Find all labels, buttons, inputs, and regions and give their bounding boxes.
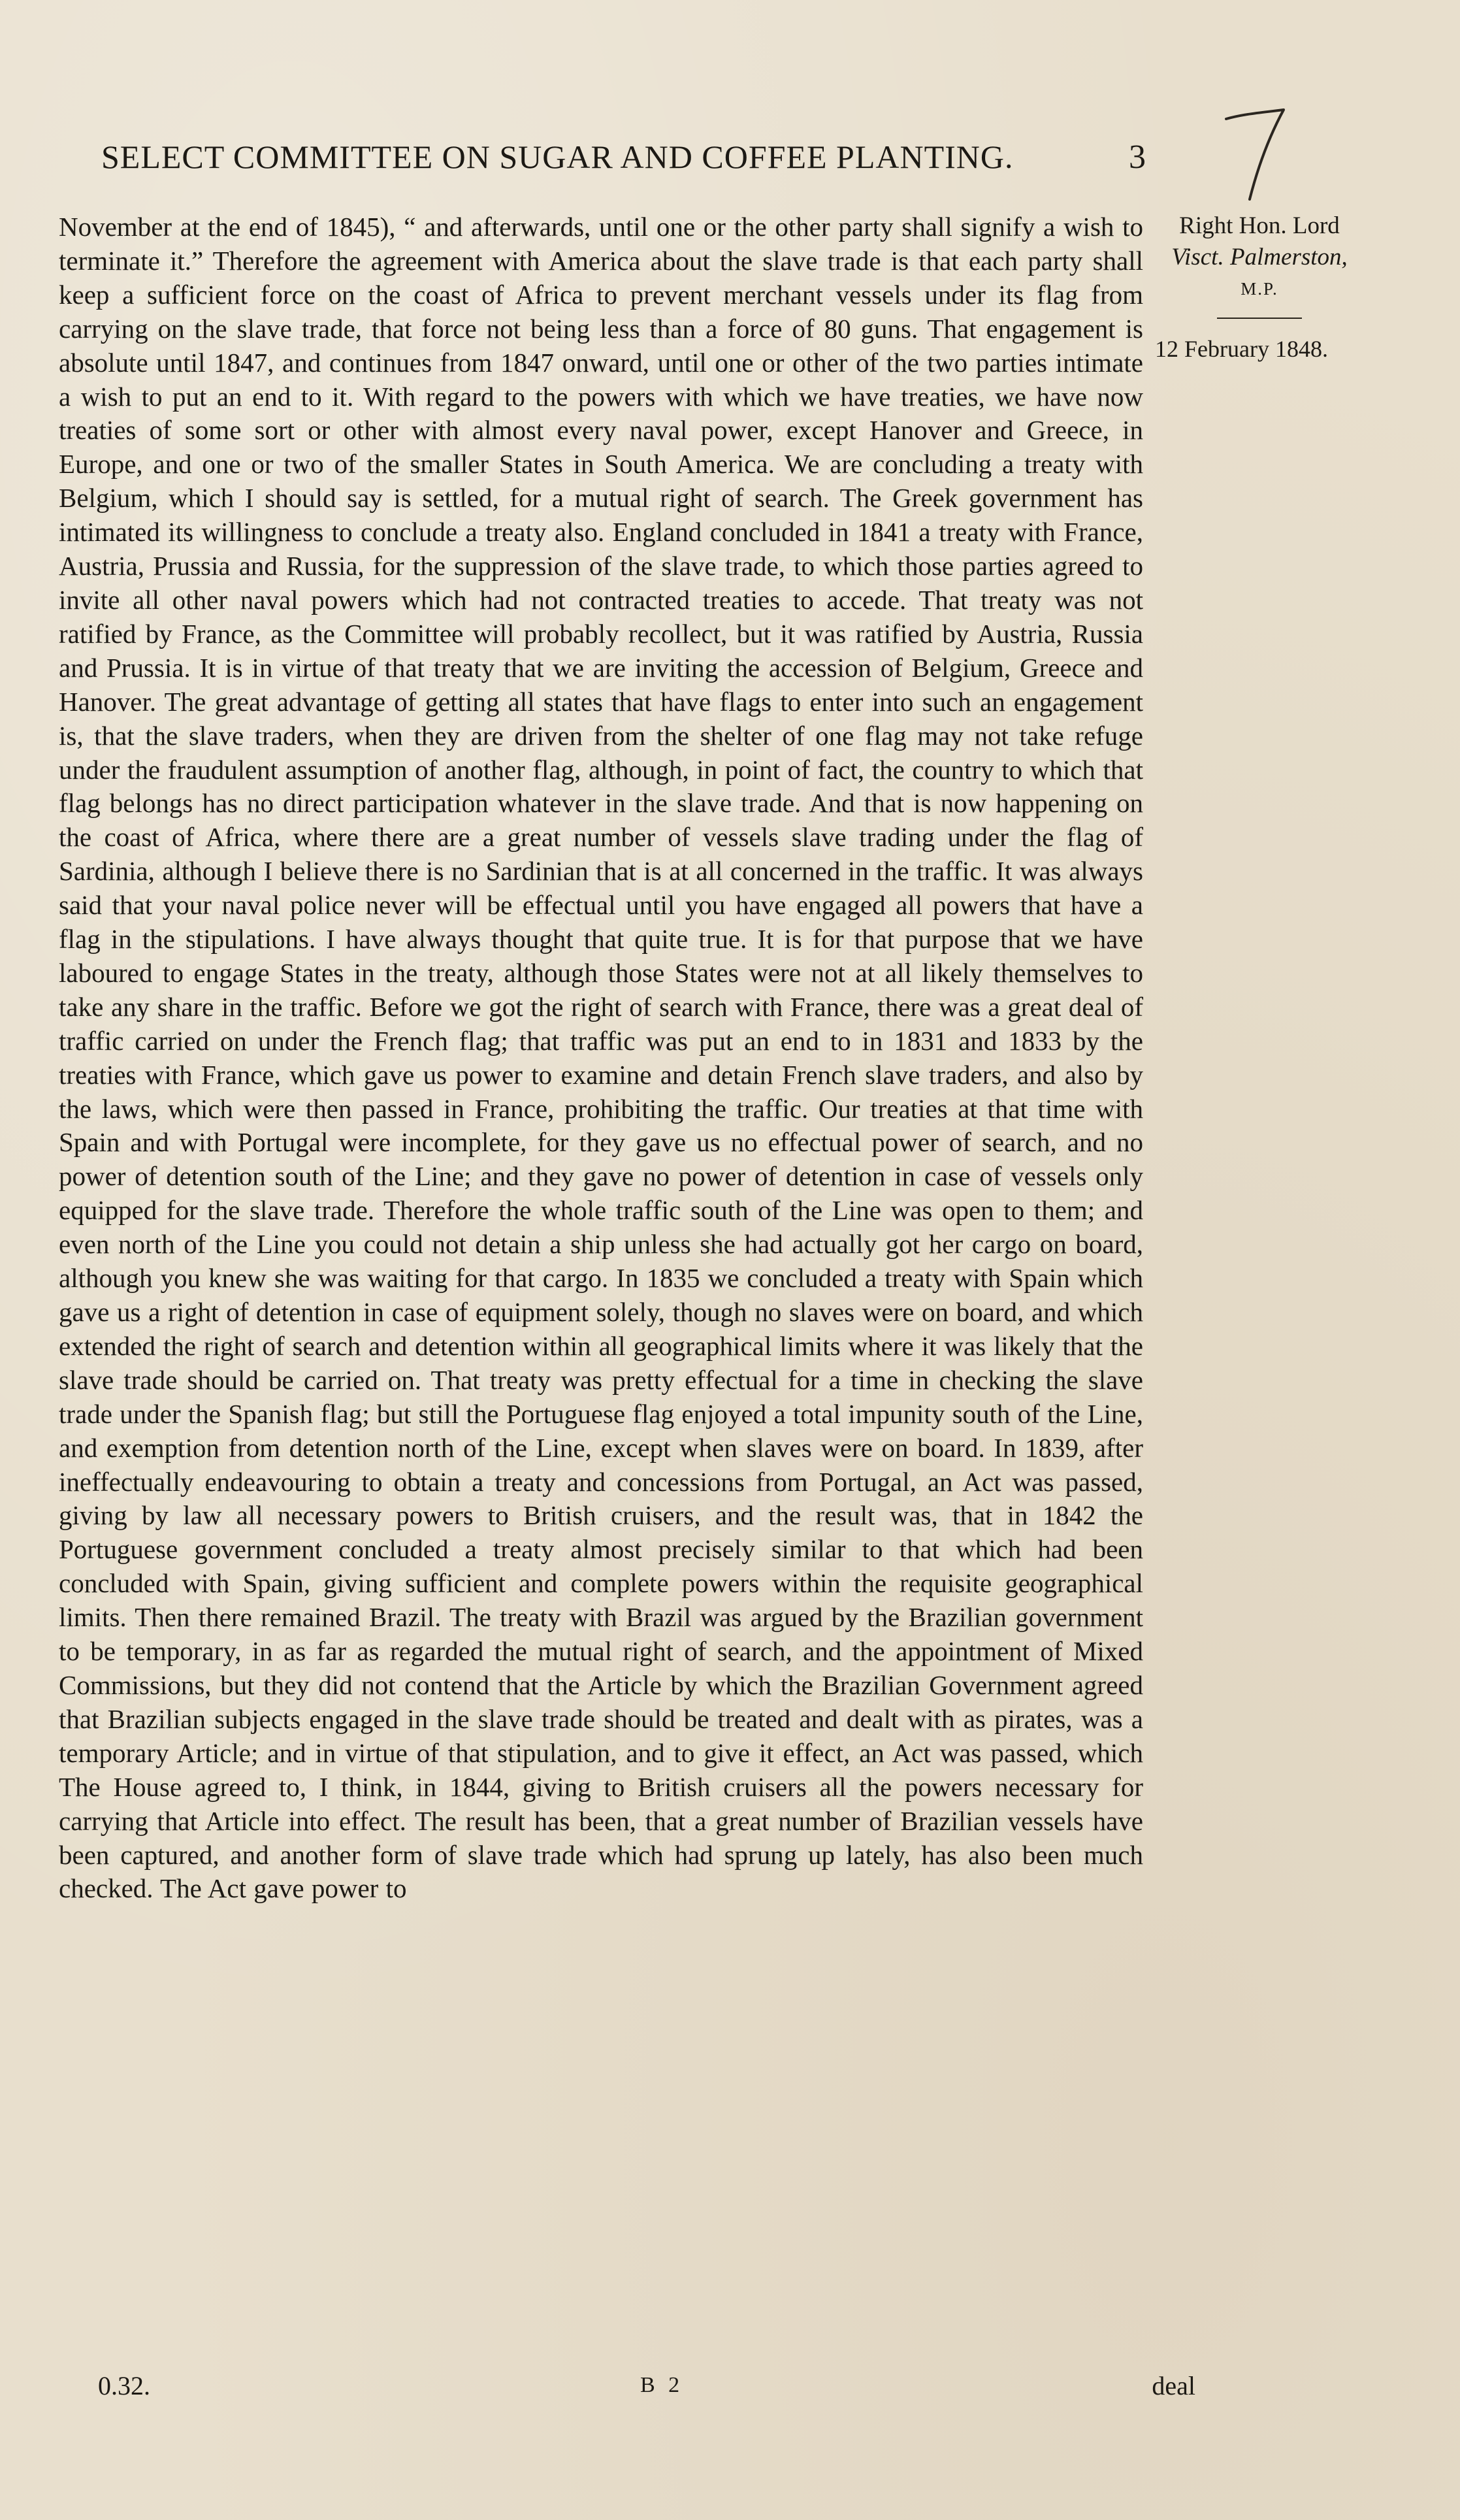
page-number: 3 bbox=[1129, 138, 1146, 176]
speaker-sidenote bbox=[1155, 210, 1364, 365]
body-paragraph: November at the end of 1845), “ and afterwards, until one or the other party shall signify a wish to terminate it.” Therefore the agreement with America about the slave trade is that each party shall keep a sufficient force on the coast of Africa to prevent merchant vessels under its flag from carrying on the slave trade, that force not being less than a force of 80 guns. That engagement is absolute until 1847, and continues from 1847 onward, until one or other of the two parties intimate a wish to put an end to it. With regard to the powers with which we have treaties, we have now treaties of some sort or other with almost every naval power, except Hanover and Greece, in Europe, and one or two of the smaller States in South America. We are concluding a treaty with Belgium, which I should say is settled, for a mutual right of search. The Greek government has intimated its willingness to conclude a treaty also. England concluded in 1841 a treaty with France, Austria, Prussia and Russia, for the suppression of the slave trade, to which those parties agreed to invite all other naval powers which had not contracted treaties to accede. That treaty was not ratified by France, as the Committee will probably recollect, but it was ratified by Austria, Russia and Prussia. It is in virtue of that treaty that we are inviting the accession of Belgium, Greece and Hanover. The great advantage of getting all states that have flags to enter into such an engagement is, that the slave traders, when they are driven from the shelter of one flag may not take refuge under the fraudulent assumption of another flag, although, in point of fact, the country to which that flag belongs has no direct participation whatever in the slave trade. And that is now happening on the coast of Africa, where there are a great number of vessels slave trading under the flag of Sardinia, although I believe there is no Sardinian that is at all concerned in the traffic. It was always said that your naval police never will be effectual until you have engaged all powers that have a flag in the stipulations. I have always thought that quite true. It is for that purpose that we have laboured to engage States in the treaty, although those States were not at all likely themselves to take any share in the traffic. Before we got the right of search with France, there was a great deal of traffic carried on under the French flag; that traffic was put an end to in 1831 and 1833 by the treaties with France, which gave us power to examine and detain French slave traders, and also by the laws, which were then passed in France, prohibiting the traffic. Our treaties at that time with Spain and with Portugal were incomplete, for they gave us no effectual power of search, and no power of detention south of the Line; and they gave no power of detention in case of vessels only equipped for the slave trade. Therefore the whole traffic south of the Line was open to them; and even north of the Line you could not detain a ship unless she had actually got her cargo on board, although you knew she was waiting for that cargo. In 1835 we concluded a treaty with Spain which gave us a right of detention in case of equipment solely, though no slaves were on board, and which extended the right of search and detention within all geographical limits where it was likely that the slave trade should be carried on. That treaty was pretty effectual for a time in checking the slave trade under the Spanish flag; but still the Portuguese flag enjoyed a total impunity south of the Line, and exemption from detention north of the Line, except when slaves were on board. In 1839, after ineffectually endeavouring to obtain a treaty and concessions from Portugal, an Act was passed, giving by law all necessary powers to British cruisers, and the result was, that in 1842 the Portuguese government concluded a treaty almost precisely similar to that which had been concluded with Spain, giving sufficient and complete powers within the requisite geographical limits. Then there remained Brazil. The treaty with Brazil was argued by the Brazilian government to be temporary, in as far as regarded the mutual right of search, and the appointment of Mixed Commissions, but they did not contend that the Article by which the Brazilian Government agreed that Brazilian subjects engaged in the slave trade should be treated and dealt with as pirates, was a temporary Article; and in virtue of that stipulation, and to give it effect, an Act was passed, which The House agreed to, I think, in 1844, giving to British cruisers all the powers necessary for carrying that Article into effect. The result has been, that a great number of Brazilian vessels have been captured, and another form of slave trade which had sprung up lately, has also been much checked. The Act gave power to bbox=[59, 212, 1143, 1904]
sidenote-rule bbox=[1217, 318, 1302, 319]
speaker-title: Right Hon. Lord bbox=[1179, 212, 1340, 239]
evidence-date: 12 February 1848. bbox=[1155, 336, 1328, 362]
sheet-mark: B 2 bbox=[640, 2373, 684, 2397]
page-footer bbox=[98, 2370, 1195, 2410]
main-text bbox=[59, 210, 1143, 1906]
speaker-post-nominal: M.P. bbox=[1241, 279, 1278, 299]
printer-signature: 0.32. bbox=[98, 2371, 150, 2400]
page-title: SELECT COMMITTEE ON SUGAR AND COFFEE PLANTING. bbox=[101, 139, 1014, 175]
speaker-name: Visct. Palmerston, bbox=[1171, 244, 1348, 270]
handwritten-folio-mark bbox=[1218, 105, 1290, 203]
catchword: deal bbox=[1152, 2371, 1195, 2400]
running-header bbox=[101, 134, 1146, 180]
